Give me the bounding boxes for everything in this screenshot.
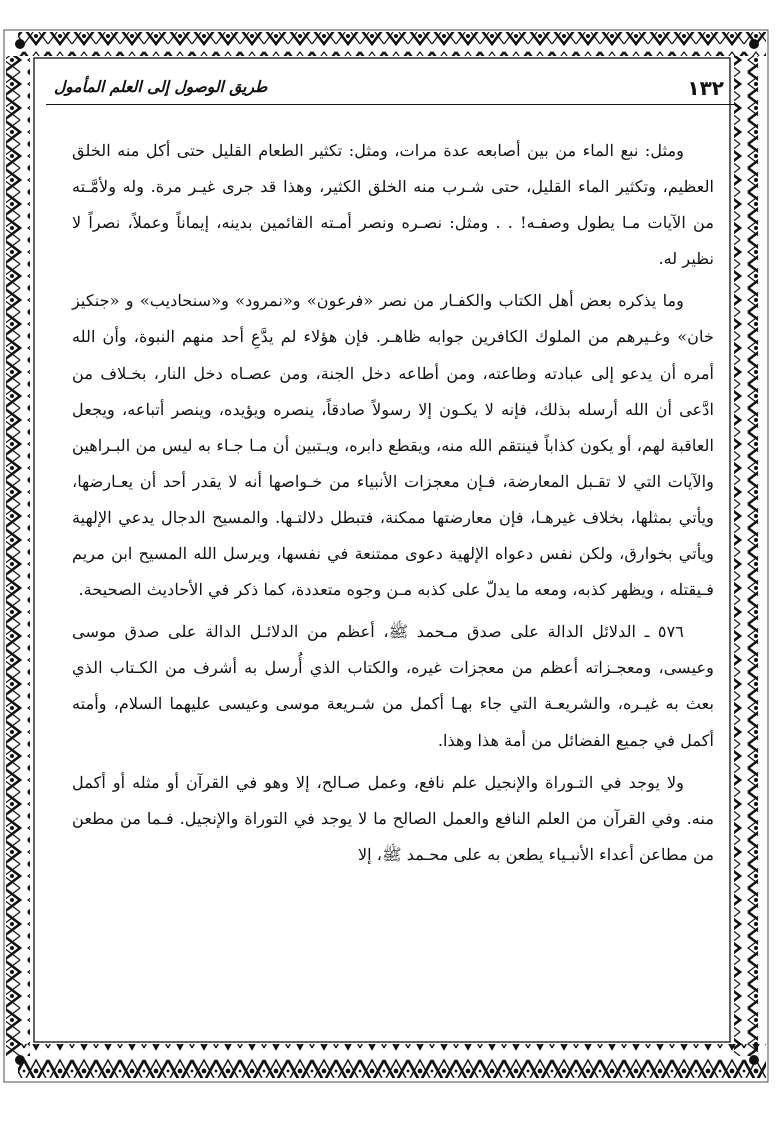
- paragraph-1: ومثل: نبع الماء من بين أصابعه عدة مرات، ومثل: تكثير الطعام القليل حتى أكل منه الخلق العظيم، وتكثير الماء القليل، حتى شـرب منه الخلق الكثير، وهذا قد جرى غيـر مرة. وله ولأمَّـته من الآيات مـا يطول وصفـه! . . ومثل: نصـره ونصر أمـته القائمين بدينه، إيماناً وعملاً، نصراً لا نظير له.: [72, 141, 714, 269]
- page-number: ١٣٢: [687, 76, 724, 100]
- paragraph-4: ولا يوجد في التـوراة والإنجيل علم نافع، وعمل صـالح، إلا وهو في القرآن أو مثله أو أكمل منه. وفي القرآن من العلم النافع والعمل الصالح ما لا يوجد في التوراة والإنجيل. فـما من مطعن من مطاعن أعداء الأنبـياء يطعن به على محـمد ﷺ، إلا: [72, 772, 714, 864]
- body-text: [72, 133, 714, 879]
- paragraph-2: وما يذكره بعض أهل الكتاب والكفـار من نصر «فرعون» و«نمرود» و«سنحاديب» و «جنكيز خان» وغـيرهم من الملوك الكافرين جوابه ظاهـر. فإن هؤلاء لم يدَّعِ أحد منهم النبوة، وأن الله أمره أن يدعو إلى عبادته وطاعته، ومن أطاعه دخل الجنة، ومن عصـاه دخل النار، بخـلاف من ادَّعى أن الله أرسله بذلك، فإنه لا يكـون إلا رسولاً صادقاً، ينصره ويؤيده، وينصر أتباعه، ويجعل العاقبة لهم، أو يكون كذاباً فينتقم الله منه، ويقطع دابره، ويـتبين أن مـا جـاء به ليس من البـراهين والآيات التي لا تقـبل المعارضة، فـإن معجزات الأنبياء من خـواصها أنه لا يقدر أحد أن يعـارضها، ويأتي بمثلها، بخلاف غيرهـا، فإن معارضتها ممكنة، فتبطل دلالتـها. والمسيح الدجال يدعي الإلهية ويأتي بخوارق، ولكن نفس دعواه الإلهية دعوى ممتنعة في نفسها، ويرسل الله المسيح ابن مريم فـيقتله ، ويظهر كذبه، ومعه ما يدلّ على كذبه مـن وجوه متعددة، كما ذكر في الأحاديث الصحيحة.: [72, 291, 714, 600]
- running-title: طريق الوصول إلى العلم المأمول: [54, 78, 268, 96]
- page-header: [46, 72, 734, 106]
- paragraph-3: ٥٧٦ ـ الدلائل الدالة على صدق مـحمد ﷺ، أعظم من الدلائـل الدالة على صدق موسى وعيسى، ومعجـزاته أعظم من معجزات غيره، والكتاب الذي أُرسل به أشرف من الكـتاب الذي بعث به غيـره، والشريعـة التي جاء بهـا أكمل من شـريعة موسى وعيسى عليهما السلام، وأمته أكمل في جميع الفضائل من أمة هذا وهذا.: [72, 622, 714, 750]
- header-rule: [46, 104, 734, 105]
